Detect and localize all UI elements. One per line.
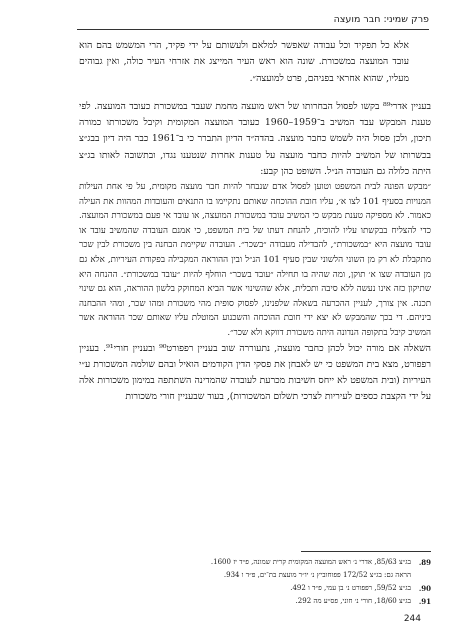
footnotes (79, 556, 431, 608)
running-header: פרק שמיני: חבר מועצה (333, 14, 429, 25)
footnote-text: בג״צ 85/63, אדרי נ׳ ראש המועצה המקומית קרית שמונה, פ״ד יז 1600. (210, 558, 411, 566)
footnote-text: הראה גם: בג״צ 172/52 פפוחוביץ נ׳ יו״ר מועצת בת־ים, פ״ד ו 934. (223, 571, 411, 579)
footnote-number: 89. (418, 558, 431, 567)
footnote-91 (79, 595, 431, 608)
footnote-89 (79, 556, 431, 582)
paragraph-rapaport-case: השאלה אם מורה יכול לכהן כחבר מועצה, נתעוררה שוב בעניין רפפורט⁹⁰ ובעניין חורי⁹¹. בעניין רפפורט, מצא בית המשפט כי יש לאבחן את פסקי הדין הקודמים הואיל ובהם שולמה המשכורת ע״י העיריות (ובית המשפט לא ייחס חשיבות מכרעת לעובדה שהמדינה השתתפה במימון משכורות אלה על ידי הקצבת כספים לעיריות לצרכי תשלום המשכורות), בעוד שבעניין חורי משכורות (79, 342, 431, 403)
header-divider (77, 29, 429, 30)
footnote-90 (79, 582, 431, 595)
paragraph-continuation: אלא כל תפקיד וכל עבודה שאפשר למלאם ולעשותם על ידי פקיד, הרי המשמש בהם הוא עובד המועצה במשכורת. שונה הוא ראש העיר המייצג את אזרחי העיר כולה, ואין גבוהים מעליו, שהוא אחראי בפניהם, פרט למועצה״. (79, 40, 409, 84)
judicial-quote: ״מבקש הפונה לבית המשפט וטוען לפסול אדם שנבחר להיות חבר מועצה מקומית, על פי אחת העילות המנויות בסעיף 101 לצו א׳, עליו חובת ההוכחה שאותם נתקיימו בו התנאים והעובדות המהוות את העילה כאמור. לא מספיקה טענת מבקש כי המשיב עובד במשכורת המועצה, או עובד אי פעם במשכורת המועצה. כדי להצליח בבקשתו עליו להוכיח, להנחת דעתו של בית המשפט, כי אמנם העובדה שהמשיב עובד או עובד מועצה היא ״במשכורת״, להבדילה מעבודה ״בשכר״. העובדה שקיימת הבחנה בין משכורת לבין שכר מתקבלת לא רק מן השוני הלשוני שבין סעיף 101 הנ״ל ובין ההוראה המקבילה בפקודת העיריות, אלא גם מן העובדה שצו א׳ תוקן, ומה שהיה בו תחילה ״עובד בשכר״ הוחלף להיות ״עובד במשכורת״. ההנחה היא שתיקון כזה אינו נעשה ללא סיבה ותכלית, אלא שהשינוי אשר הביא המחוקק בלשון ההוראה, הוא גם שינוי תכנה. אין צורך, לעניין ההכרעה בשאלה שלפנינו, לפסוק סופית מהי משכורת ומהו שכר, ומהי ההבחנה ביניהם. די בכך שהמבקש לא יצא ידי חובת ההוכחה והשכנוע המוטלת עליו שאותם שכר ההוראה אשר המשיב קיבל בתקופה הנדונה היתה משכורת דווקא ולא שכר״. (79, 182, 432, 338)
footnote-text: בג״צ 18/60, חורי נ׳ חוני, פס״ע מה 292. (295, 597, 411, 605)
page-number: 244 (403, 614, 421, 624)
footnote-number: 91. (418, 597, 431, 606)
main-text (79, 38, 431, 406)
footnote-number: 90. (418, 584, 431, 593)
footnote-text: בג״צ 59/52, רפפורט נ׳ בן עמי, פ״ד ו 492. (290, 584, 411, 592)
footnote-divider (301, 551, 431, 552)
paragraph-adri-case: בעניין אדרי⁸⁹ בקשו לפסול הבחרותו של ראש מועצה מחמת שעבד במשכורת כעובד המועצה. לפי טענת המבקש עבד המשיב ב־1959–1960 כעובד המועצה המקומית וקיבל משכורתו כמורה תיכון, ולכן פסול היה לשמש כחבר מועצה. בהדה״ד הדיון התברר כי ב־1961 כבר היה דיון בבג״צ בכשרותו של המשיב להיות כחבר מועצה על טענות אחרות שנטענו נגדו, ובתשובה לאותו בג״צ היתה כלולה גם העובדה הנ״ל. השופט כהן קבע: (79, 100, 432, 177)
